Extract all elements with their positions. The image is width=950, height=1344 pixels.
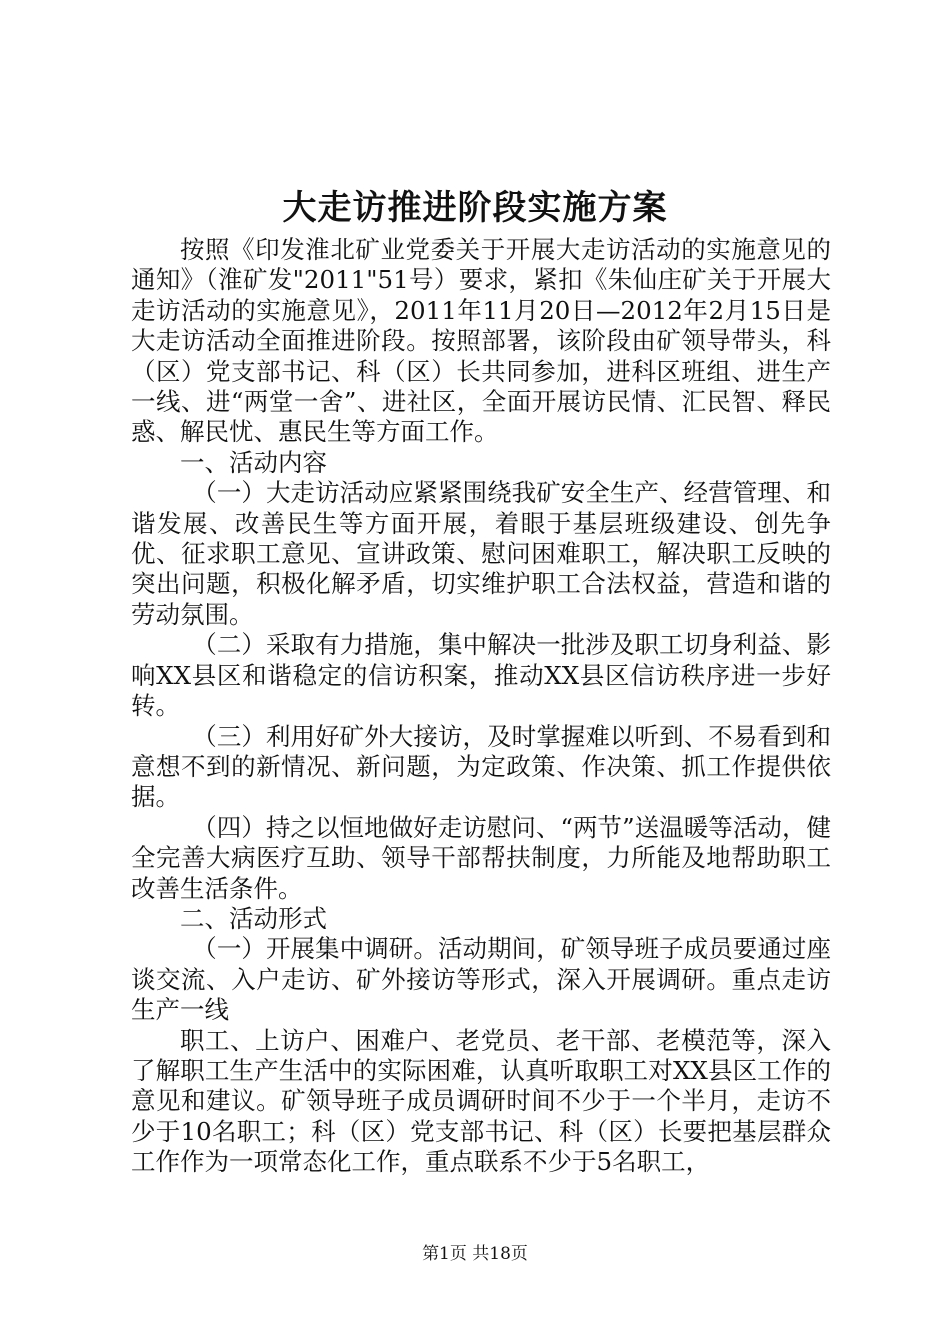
content-item-4: （四）持之以恒地做好走访慰问、“两节”送温暖等活动，健全完善大病医疗互助、领导干部帮扶制度，力所能及地帮助职工改善生活条件。 [131,812,831,903]
content-item-2: （二）采取有力措施，集中解决一批涉及职工切身利益、影响XX县区和谐稳定的信访积案，推动XX县区信访秩序进一步好转。 [131,630,831,721]
document-title: 大走访推进阶段实施方案 [282,188,668,228]
section-heading-activity-form: 二、活动形式 [180,903,327,933]
intro-paragraph: 按照《印发淮北矿业党委关于开展大走访活动的实施意见的通知》（淮矿发"2011"51号）要求，紧扣《朱仙庄矿关于开展大走访活动的实施意见》，2011年11月20日—2012年2月15日是大走访活动全面推进阶段。按照部署，该阶段由矿领导带头，科（区）党支部书记、科（区）长共同参加，进科区班组、进生产一线、进“两堂一舍”、进社区，全面开展访民情、汇民智、释民惑、解民忧、惠民生等方面工作。 [131,235,831,447]
form-item-1: （一）开展集中调研。活动期间，矿领导班子成员要通过座谈交流、入户走访、矿外接访等形式，深入开展调研。重点走访生产一线 [131,934,831,1025]
page-number-footer: 第1页 共18页 [422,1244,528,1264]
section-heading-activity-content: 一、活动内容 [180,447,327,477]
content-item-1: （一）大走访活动应紧紧围绕我矿安全生产、经营管理、和谐发展、改善民生等方面开展，着眼于基层班级建设、创先争优、征求职工意见、宣讲政策、慰问困难职工，解决职工反映的突出问题，积极化解矛盾，切实维护职工合法权益，营造和谐的劳动氛围。 [131,478,831,629]
form-item-1-continued: 职工、上访户、困难户、老党员、老干部、老模范等，深入了解职工生产生活中的实际困难，认真听取职工对XX县区工作的意见和建议。矿领导班子成员调研时间不少于一个半月，走访不少于10名职工；科（区）党支部书记、科（区）长要把基层群众工作作为一项常态化工作，重点联系不少于5名职工， [131,1025,831,1177]
content-item-3: （三）利用好矿外大接访，及时掌握难以听到、不易看到和意想不到的新情况、新问题，为定政策、作决策、抓工作提供依据。 [131,721,831,812]
document-body [131,235,831,1178]
